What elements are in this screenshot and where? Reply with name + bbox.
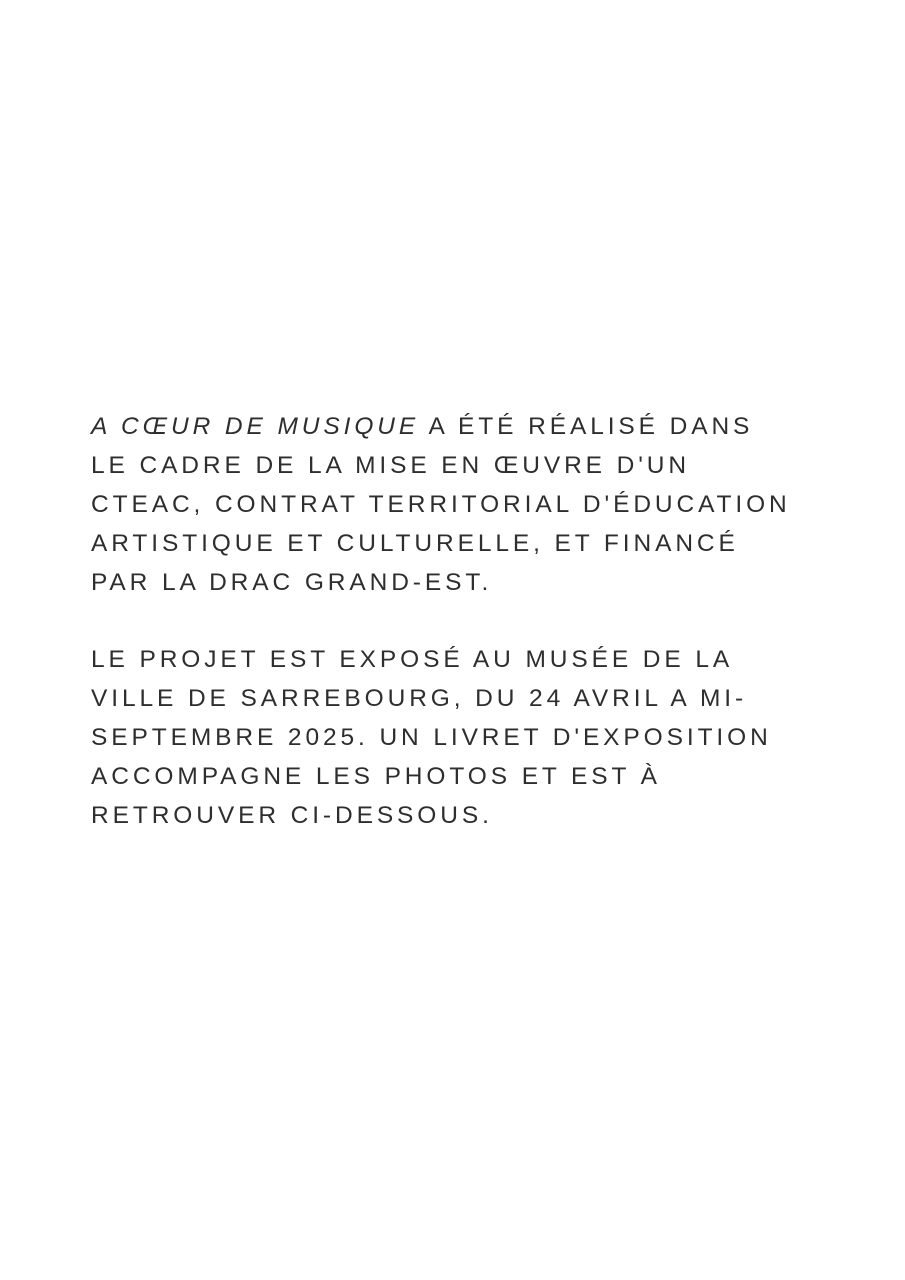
intro-paragraph [91,407,881,602]
exhibition-paragraph [91,640,881,835]
paragraph-line: RETROUVER CI-DESSOUS. [91,802,493,829]
paragraph-text: A ÉTÉ RÉALISÉ DANS [419,413,754,440]
paragraph-line: VILLE DE SARREBOURG, DU 24 AVRIL A MI- [91,685,748,712]
paragraph-line: CTEAC, CONTRAT TERRITORIAL D'ÉDUCATION [91,491,791,518]
paragraph-line: ACCOMPAGNE LES PHOTOS ET EST À [91,763,661,790]
project-title: A CŒUR DE MUSIQUE [91,413,420,440]
paragraph-line: PAR LA DRAC GRAND-EST. [91,569,493,596]
paragraph-line: SEPTEMBRE 2025. UN LIVRET D'EXPOSITION [91,724,772,751]
paragraph-line: LE CADRE DE LA MISE EN ŒUVRE D'UN [91,452,690,479]
paragraph-line: ARTISTIQUE ET CULTURELLE, ET FINANCÉ [91,530,739,557]
paragraph-line: LE PROJET EST EXPOSÉ AU MUSÉE DE LA [91,646,734,673]
paragraph-line [91,407,881,446]
